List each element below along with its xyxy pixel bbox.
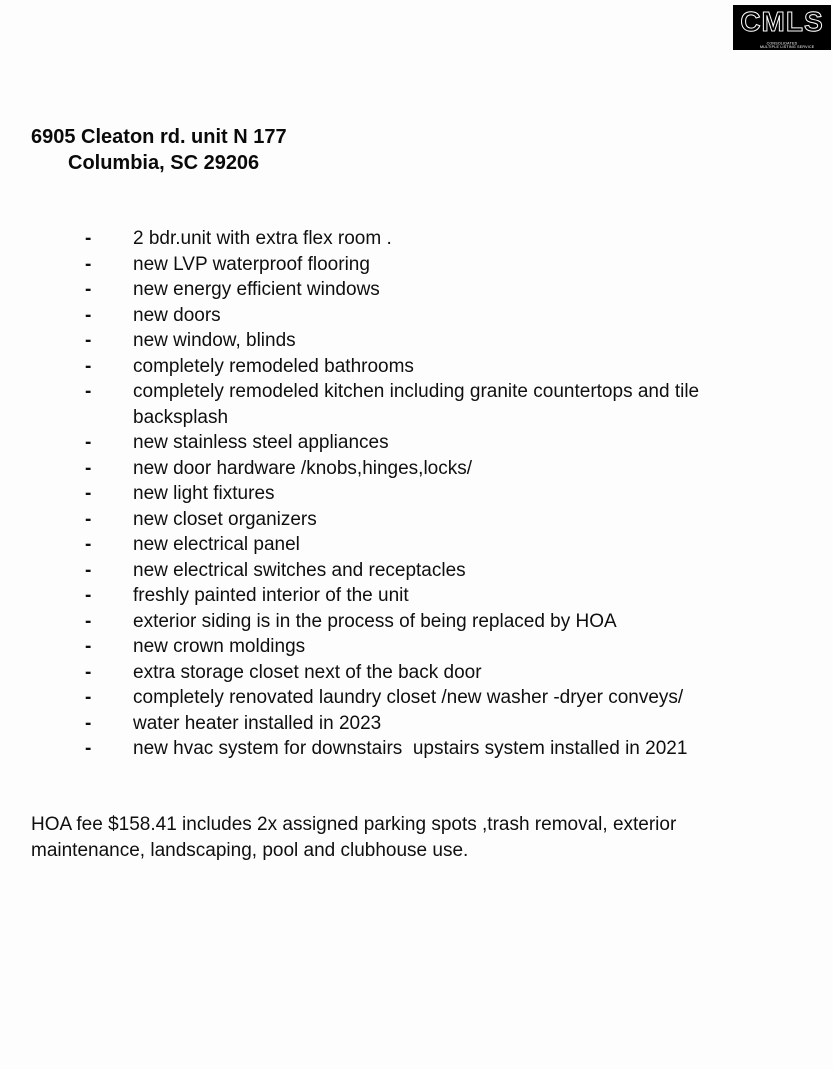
dash-bullet: - [85, 534, 92, 555]
list-item [0, 558, 793, 584]
dash-bullet: - [85, 483, 92, 504]
dash-bullet: - [85, 610, 92, 632]
list-item [0, 277, 793, 303]
feature-text: new doors [133, 304, 221, 326]
list-item [0, 532, 793, 558]
cmls-logo-subtext [759, 41, 815, 49]
dash-bullet: - [85, 585, 92, 606]
feature-text: completely renovated laundry closet /new washer -dryer conveys/ [133, 687, 684, 708]
feature-text: extra storage closet next of the back door [133, 661, 482, 683]
list-item [0, 583, 793, 609]
dash-bullet: - [85, 508, 92, 530]
dash-bullet: - [85, 661, 92, 683]
list-item [0, 507, 793, 533]
feature-text: new energy efficient windows [133, 279, 380, 300]
feature-text: 2 bdr.unit with extra flex room . [133, 228, 392, 249]
list-item [0, 252, 793, 278]
hoa-fee-paragraph: HOA fee $158.41 includes 2x assigned parking spots ,trash removal, exterior maintenance, landscaping, pool and clubhouse use. [31, 814, 682, 861]
list-item [0, 226, 793, 252]
feature-text: new electrical panel [133, 534, 300, 555]
feature-text: new door hardware /knobs,hinges,locks/ [133, 457, 473, 479]
address-line2: Columbia, SC 29206 [68, 152, 260, 174]
dash-bullet: - [85, 228, 92, 249]
feature-text: new crown moldings [133, 636, 306, 657]
cmls-logo-subtext-line1: CONSOLIDATED [766, 41, 798, 46]
feature-text: new hvac system for downstairs upstairs system installed in 2021 [133, 738, 688, 759]
list-item [0, 456, 793, 482]
dash-bullet: - [85, 253, 92, 275]
feature-text: freshly painted interior of the unit [133, 585, 409, 606]
feature-text: completely remodeled kitchen including granite countertops and tile backsplash [133, 381, 705, 428]
cmls-logo-subtext-line2: MULTIPLE LISTING SERVICE [759, 44, 815, 49]
feature-text: new window, blinds [133, 330, 296, 351]
list-item [0, 685, 793, 711]
feature-text: new LVP waterproof flooring [133, 253, 370, 275]
dash-bullet: - [85, 687, 92, 708]
feature-text: water heater installed in 2023 [133, 712, 382, 734]
dash-bullet: - [85, 304, 92, 326]
dash-bullet: - [85, 432, 92, 453]
list-item [0, 354, 793, 380]
dash-bullet: - [85, 279, 92, 300]
list-item [0, 634, 793, 660]
feature-text: new closet organizers [133, 508, 317, 530]
address-line1: 6905 Cleaton rd. unit N 177 [31, 126, 287, 148]
list-item [0, 711, 793, 737]
list-item [0, 379, 793, 430]
feature-text: completely remodeled bathrooms [133, 355, 414, 377]
feature-text: new light fixtures [133, 483, 275, 504]
dash-bullet: - [85, 330, 92, 351]
feature-list [0, 226, 793, 762]
dash-bullet: - [85, 355, 92, 377]
dash-bullet: - [85, 457, 92, 479]
cmls-logo-text: CMLS [740, 6, 824, 37]
feature-text: new stainless steel appliances [133, 432, 389, 453]
cmls-logo [733, 5, 831, 50]
dash-bullet: - [85, 636, 92, 657]
feature-text: exterior siding is in the process of being replaced by HOA [133, 610, 617, 632]
dash-bullet: - [85, 381, 92, 402]
list-item [0, 609, 793, 635]
feature-text: new electrical switches and receptacles [133, 559, 466, 581]
address-heading [31, 124, 287, 176]
dash-bullet: - [85, 559, 92, 581]
dash-bullet: - [85, 712, 92, 734]
list-item [0, 736, 793, 762]
list-item [0, 660, 793, 686]
dash-bullet: - [85, 738, 92, 759]
list-item [0, 303, 793, 329]
list-item [0, 328, 793, 354]
list-item [0, 481, 793, 507]
list-item [0, 430, 793, 456]
